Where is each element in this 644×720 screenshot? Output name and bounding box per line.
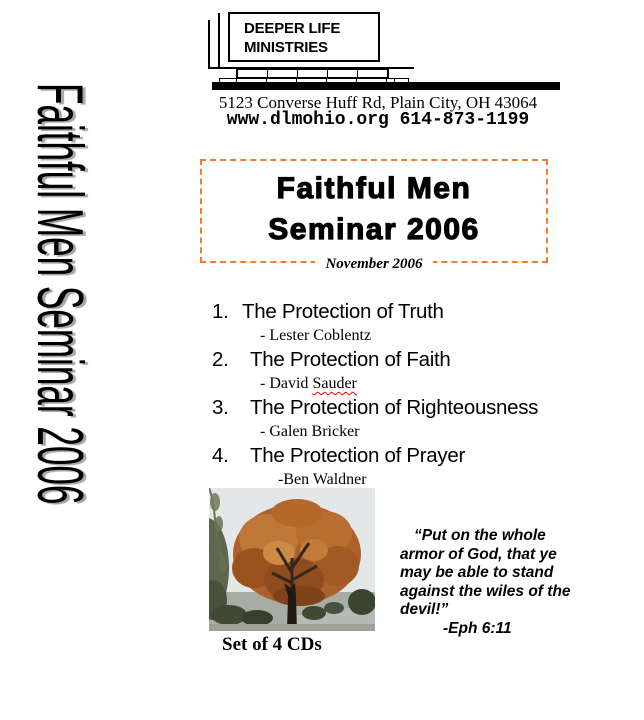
track-title (212, 396, 587, 420)
website-phone-line: www.dlmohio.org 614-873-1199 (226, 110, 530, 130)
track-speaker (278, 471, 587, 489)
quote-line: devil!” (400, 601, 449, 618)
speaker-name: - Galen Bricker (260, 423, 360, 440)
seminar-title-line1: Faithful Men (276, 172, 472, 205)
logo-brick-row (236, 69, 389, 78)
track-item (212, 300, 587, 345)
ministry-name-line2: MINISTRIES (244, 39, 328, 56)
seminar-date-label: November 2006 (315, 256, 432, 272)
speaker-name: - David (260, 375, 313, 392)
track-title (212, 348, 587, 372)
seminar-title-box (200, 159, 548, 263)
logo-black-bar (212, 82, 560, 90)
track-number: 2. (212, 348, 229, 371)
spellcheck-flagged-word: Sauder (312, 375, 357, 392)
track-item (212, 396, 587, 441)
track-title (212, 300, 587, 324)
track-title-text: The Protection of Faith (250, 348, 451, 371)
cd-set-label: Set of 4 CDs (222, 634, 322, 655)
seminar-title-line2: Seminar 2006 (268, 213, 480, 246)
quote-line: “Put on the whole (414, 527, 546, 544)
track-speaker (260, 327, 587, 345)
logo-pole-line-icon (208, 20, 210, 68)
track-speaker (260, 375, 587, 393)
quote-line: armor of God, that ye (400, 545, 557, 563)
scripture-quote (400, 527, 576, 620)
track-title-text: The Protection of Prayer (250, 444, 465, 467)
quote-line: against the wiles of the (400, 582, 571, 600)
track-number: 4. (212, 444, 229, 467)
track-item (212, 348, 587, 393)
track-title-text: The Protection of Righteousness (250, 396, 539, 419)
track-title (212, 444, 587, 468)
track-title-text: The Protection of Truth (242, 300, 444, 323)
speaker-name: - Lester Coblentz (260, 327, 372, 344)
spine-title: Faithful Men Seminar 2006 (24, 83, 97, 505)
logo-pole-line-icon (218, 13, 220, 68)
track-number: 3. (212, 396, 229, 419)
ministry-logo-box (228, 12, 380, 62)
track-speaker (260, 423, 587, 441)
spellcheck-flagged-word: Waldner (312, 471, 367, 488)
quote-line: may be able to stand (400, 564, 554, 581)
seminar-date (200, 255, 548, 273)
speaker-name: -Ben (278, 471, 313, 488)
tree-photo (209, 488, 375, 631)
ministry-name-line1: DEEPER LIFE (244, 20, 341, 37)
scripture-citation: -Eph 6:11 (443, 620, 512, 637)
track-list (212, 300, 587, 492)
address-line: 5123 Converse Huff Rd, Plain City, OH 43064 (218, 93, 538, 112)
track-item (212, 444, 587, 489)
track-number: 1. (212, 300, 229, 323)
